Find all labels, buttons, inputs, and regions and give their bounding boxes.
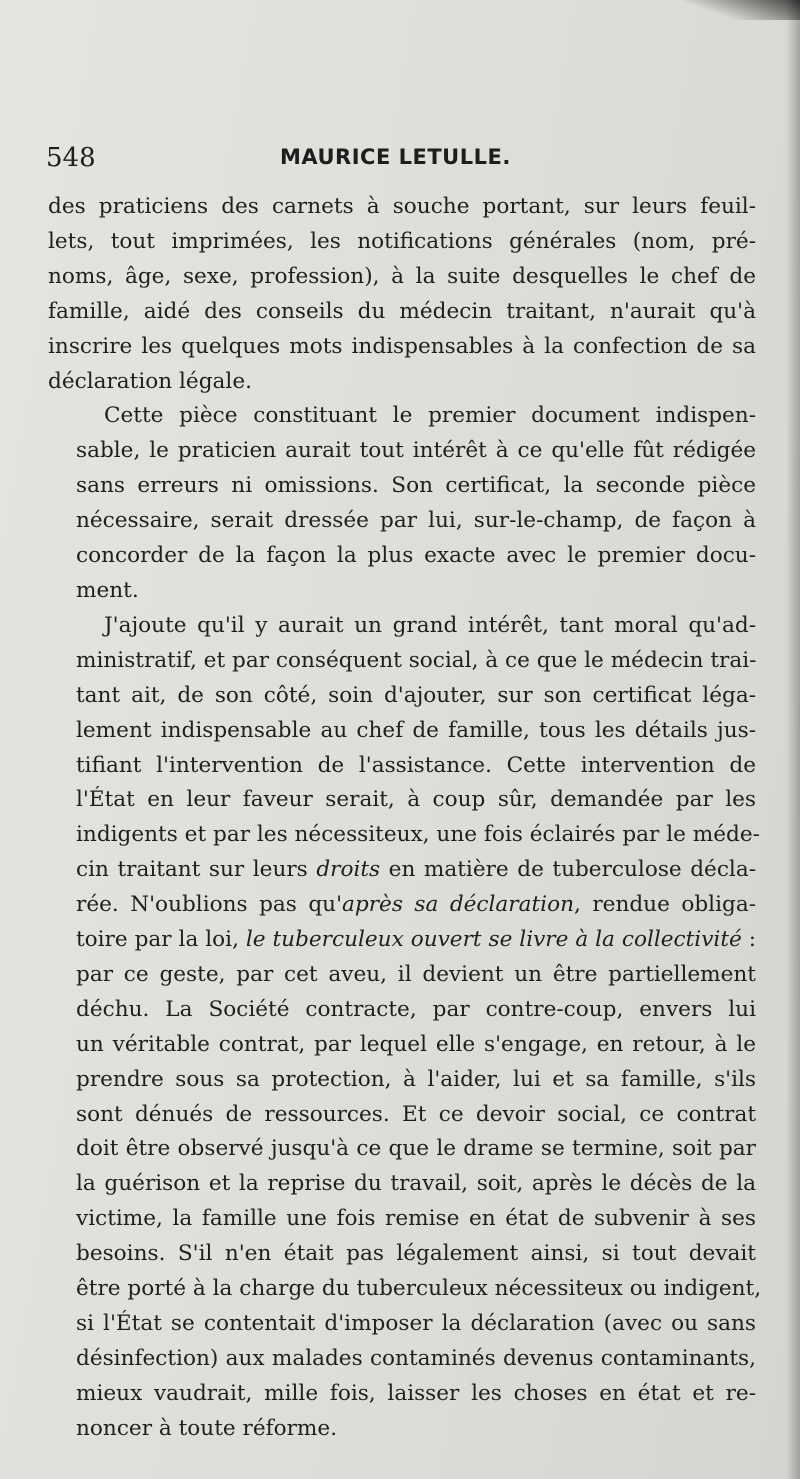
text-line: tant ait, de son côté, soin d'ajouter, sur son certificat léga- <box>76 682 756 708</box>
text-line: par ce geste, par cet aveu, il devient un être partiellement <box>76 961 756 987</box>
text-line: l'État en leur faveur serait, à coup sûr, demandée par les <box>76 787 756 813</box>
text-line: lement indispensable au chef de famille, tous les détails jus- <box>76 717 756 743</box>
text-line: désinfection) aux malades contaminés devenus contaminants, <box>76 1345 756 1371</box>
text-line: noncer à toute réforme. <box>76 1415 338 1441</box>
page-number: 548 <box>46 143 96 173</box>
paragraph <box>48 190 756 399</box>
text-line: concorder de la façon la plus exacte avec le premier docu- <box>76 543 756 569</box>
running-head: MAURICE LETULLE. <box>280 145 511 169</box>
text-line: sable, le praticien aurait tout intérêt à ce qu'elle fût rédigée <box>76 438 756 464</box>
italic-text: après sa déclaration <box>342 892 574 918</box>
text-line: indigents et par les nécessiteux, une fois éclairés par le méde- <box>76 822 760 848</box>
text-line: sont dénués de ressources. Et ce devoir social, ce contrat <box>76 1101 756 1127</box>
text-line: rée. N'oublions pas qu'après sa déclaration, rendue obliga- <box>76 892 756 918</box>
text-line: tifiant l'intervention de l'assistance. Cette intervention de <box>76 752 756 778</box>
text-line: déclaration légale. <box>48 368 252 394</box>
text-line: besoins. S'il n'en était pas légalement ainsi, si tout devait <box>76 1241 756 1267</box>
text-line: doit être observé jusqu'à ce que le drame se termine, soit par <box>76 1136 756 1162</box>
body-text <box>48 190 762 1447</box>
text-line: famille, aidé des conseils du médecin traitant, n'aurait qu'à <box>48 298 756 324</box>
text-line: lets, tout imprimées, les notifications générales (nom, pré- <box>48 228 756 254</box>
page-header <box>46 143 746 177</box>
text-line: cin traitant sur leurs droits en matière de tuberculose décla- <box>76 857 756 883</box>
text-line: déchu. La Société contracte, par contre-coup, envers lui <box>76 996 756 1022</box>
text-line: noms, âge, sexe, profession), à la suite desquelles le chef de <box>48 263 756 289</box>
text-line: si l'État se contentait d'imposer la déclaration (avec ou sans <box>76 1311 756 1336</box>
italic-text: le tuberculeux ouvert se livre à la collectivité <box>245 927 742 953</box>
text-line: J'ajoute qu'il y aurait un grand intérêt, tant moral qu'ad- <box>104 612 756 638</box>
text-line: victime, la famille une fois remise en état de subvenir à ses <box>76 1206 756 1232</box>
italic-text: droits <box>316 857 381 883</box>
page-corner-shadow <box>680 0 800 20</box>
text-line: ministratif, et par conséquent social, à ce que le médecin trai- <box>76 647 757 673</box>
text-line: la guérison et la reprise du travail, soit, après le décès de la <box>76 1171 756 1197</box>
text-line: ment. <box>76 577 139 603</box>
text-line: un véritable contrat, par lequel elle s'engage, en retour, à le <box>76 1031 756 1057</box>
text-line: toire par la loi, le tuberculeux ouvert se livre à la collectivité : <box>76 927 756 953</box>
text-line: prendre sous sa protection, à l'aider, lui et sa famille, s'ils <box>76 1066 756 1092</box>
text-line: des praticiens des carnets à souche portant, sur leurs feuil- <box>48 194 756 219</box>
text-line: nécessaire, serait dressée par lui, sur-le-champ, de façon à <box>76 508 756 534</box>
text-line: être porté à la charge du tuberculeux nécessiteux ou indigent, <box>76 1276 762 1302</box>
text-line: Cette pièce constituant le premier document indispen- <box>104 403 756 429</box>
paragraph <box>48 399 756 608</box>
text-line: sans erreurs ni omissions. Son certificat, la seconde pièce <box>76 473 756 499</box>
paragraph <box>48 609 762 1447</box>
text-line: mieux vaudrait, mille fois, laisser les choses en état et re- <box>76 1380 756 1406</box>
text-line: inscrire les quelques mots indispensables à la confection de sa <box>48 333 756 359</box>
page-edge-shadow <box>786 0 800 1479</box>
